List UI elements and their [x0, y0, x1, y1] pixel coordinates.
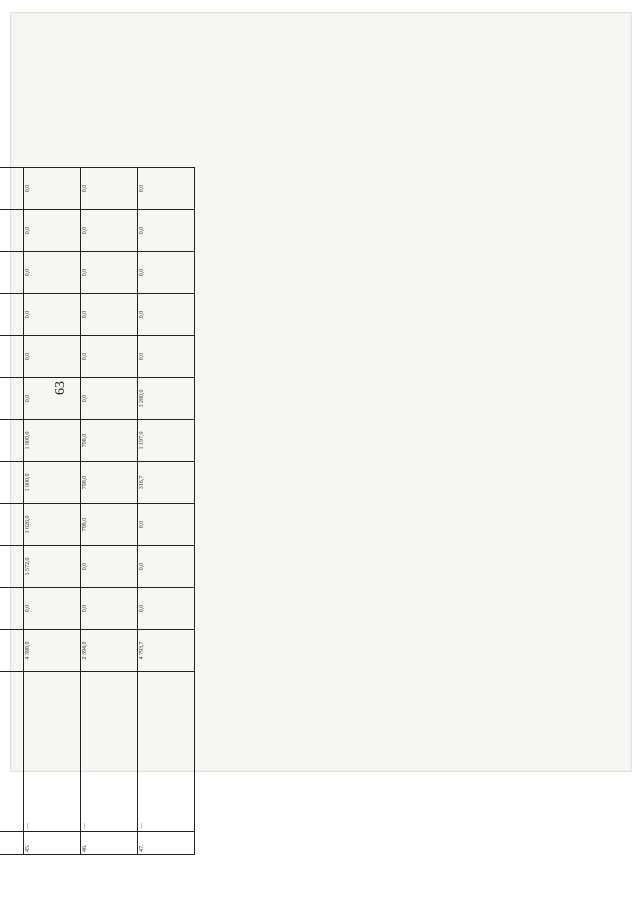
- value-cell: 0,0: [80, 252, 137, 294]
- value-cell: 4 793,7: [137, 630, 194, 672]
- value-cell: 0,0: [137, 168, 194, 210]
- value-cell: 0,0: [137, 252, 194, 294]
- value-cell: 798,0: [80, 462, 137, 504]
- value-cell: 798,0: [80, 420, 137, 462]
- value-cell: 0,0: [23, 294, 80, 336]
- value-cell: 316,7: [137, 462, 194, 504]
- value-cell: [0, 588, 23, 630]
- value-cell: [0, 252, 23, 294]
- value-cell: 0,0: [80, 336, 137, 378]
- value-cell: 3 280,0: [137, 378, 194, 420]
- value-cell: 4 398,0: [23, 630, 80, 672]
- value-cell: 2 394,0: [80, 630, 137, 672]
- value-cell: 0,0: [80, 588, 137, 630]
- value-cell: 0,0: [23, 588, 80, 630]
- value-cell: 0,0: [80, 294, 137, 336]
- table-row: [23, 168, 80, 855]
- value-cell: 1 026,0: [23, 504, 80, 546]
- value-cell: [0, 336, 23, 378]
- value-cell: [0, 168, 23, 210]
- value-cell: 0,0: [137, 210, 194, 252]
- row-name: [0, 672, 23, 832]
- value-cell: 0,0: [23, 336, 80, 378]
- value-cell: 0,0: [23, 252, 80, 294]
- row-name: —: [23, 672, 80, 832]
- row-index: 45.: [23, 832, 80, 855]
- value-cell: 1 197,0: [137, 420, 194, 462]
- value-cell: [0, 504, 23, 546]
- table-row: [80, 168, 137, 855]
- value-cell: 0,0: [137, 294, 194, 336]
- value-cell: 0,0: [23, 168, 80, 210]
- value-cell: 0,0: [137, 588, 194, 630]
- table-row: [137, 168, 194, 855]
- value-cell: 0,0: [23, 378, 80, 420]
- page-number: 63: [53, 381, 68, 395]
- value-cell: [0, 546, 23, 588]
- budget-table: [0, 167, 195, 855]
- value-cell: [0, 630, 23, 672]
- value-cell: [0, 210, 23, 252]
- value-cell: 0,0: [137, 546, 194, 588]
- value-cell: [0, 462, 23, 504]
- value-cell: 798,0: [80, 504, 137, 546]
- value-cell: 0,0: [80, 168, 137, 210]
- row-name: —: [137, 672, 194, 832]
- value-cell: 1 000,0: [23, 420, 80, 462]
- value-cell: 0,0: [80, 210, 137, 252]
- table-row: [0, 168, 23, 855]
- value-cell: 0,0: [137, 504, 194, 546]
- value-cell: 0,0: [23, 210, 80, 252]
- value-cell: 0,0: [80, 378, 137, 420]
- value-cell: 0,0: [80, 546, 137, 588]
- value-cell: [0, 378, 23, 420]
- value-cell: 0,0: [137, 336, 194, 378]
- value-cell: [0, 294, 23, 336]
- value-cell: 1 572,0: [23, 546, 80, 588]
- value-cell: [0, 420, 23, 462]
- row-index: 47.: [137, 832, 194, 855]
- row-name: —: [80, 672, 137, 832]
- row-index: [0, 832, 23, 855]
- row-index: 46.: [80, 832, 137, 855]
- value-cell: 1 000,0: [23, 462, 80, 504]
- budget-table-rotated: [0, 184, 195, 855]
